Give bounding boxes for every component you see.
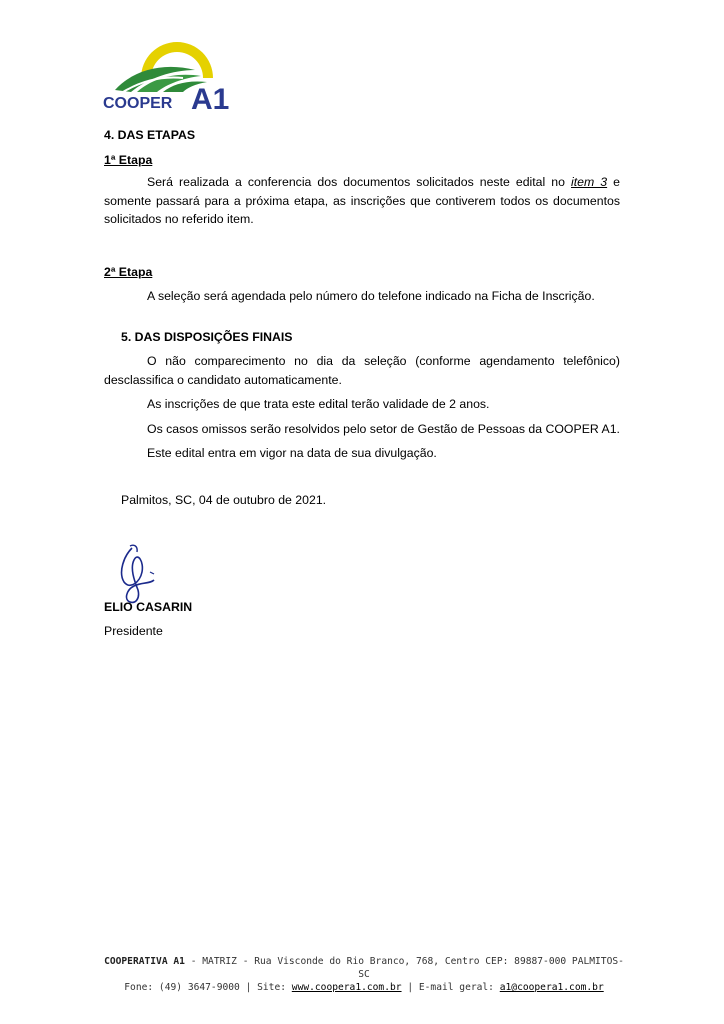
footer-email-link[interactable]: a1@coopera1.com.br [499, 982, 604, 993]
cooper-a1-logo [103, 40, 243, 112]
item-3-reference: item 3 [571, 175, 608, 189]
stage-1-text-before: Será realizada a conferencia dos documentos solicitados neste edital no [147, 175, 572, 189]
signer-role: Presidente [104, 624, 163, 638]
final-paragraph-3: Os casos omissos serão resolvidos pelo setor de Gestão de Pessoas da COOPER A1. [147, 421, 620, 436]
document-body [104, 120, 620, 509]
section-4-title: 4. DAS ETAPAS [104, 128, 196, 142]
logo-a1-text: A1 [191, 83, 230, 112]
final-paragraph-2: As inscrições de que trata este edital terão validade de 2 anos. [147, 397, 490, 411]
place-date: Palmitos, SC, 04 de outubro de 2021. [121, 492, 327, 507]
footer-email-label: | E-mail geral: [401, 982, 500, 993]
signer-name: ELIO CASARIN [104, 600, 193, 614]
footer-phone: Fone: (49) 3647-9000 | Site: [124, 982, 292, 993]
section-5-title: 5. DAS DISPOSIÇÕES FINAIS [121, 329, 293, 344]
footer-site-link[interactable]: www.coopera1.com.br [291, 982, 402, 993]
stage-2-text: A seleção será agendada pelo número do telefone indicado na Ficha de Inscrição. [147, 289, 595, 303]
stage-2-title: 2ª Etapa [104, 264, 153, 279]
stage-1-text-after: e somente passará para a próxima etapa, as inscrições que contiverem todos os documentos solicitados no referido item. [104, 175, 620, 226]
final-paragraph-4: Este edital entra em vigor na data de sua divulgação. [147, 446, 437, 460]
handwritten-signature [104, 542, 174, 608]
stage-1-text [104, 173, 620, 229]
final-paragraph-1: O não comparecimento no dia da seleção (conforme agendamento telefônico) desclassifica o candidato automaticamente. [104, 354, 620, 387]
footer-company: COOPERATIVA A1 [104, 956, 185, 967]
stage-1-title: 1ª Etapa [104, 152, 153, 167]
page-footer [100, 955, 628, 994]
footer-line-1 [100, 955, 628, 981]
logo-cooper-text: COOPER [103, 95, 173, 112]
footer-address: - MATRIZ - Rua Visconde do Rio Branco, 768, Centro CEP: 89887-000 PALMITOS-SC [184, 956, 624, 980]
footer-line-2 [100, 981, 628, 994]
logo-graphic [103, 40, 243, 112]
